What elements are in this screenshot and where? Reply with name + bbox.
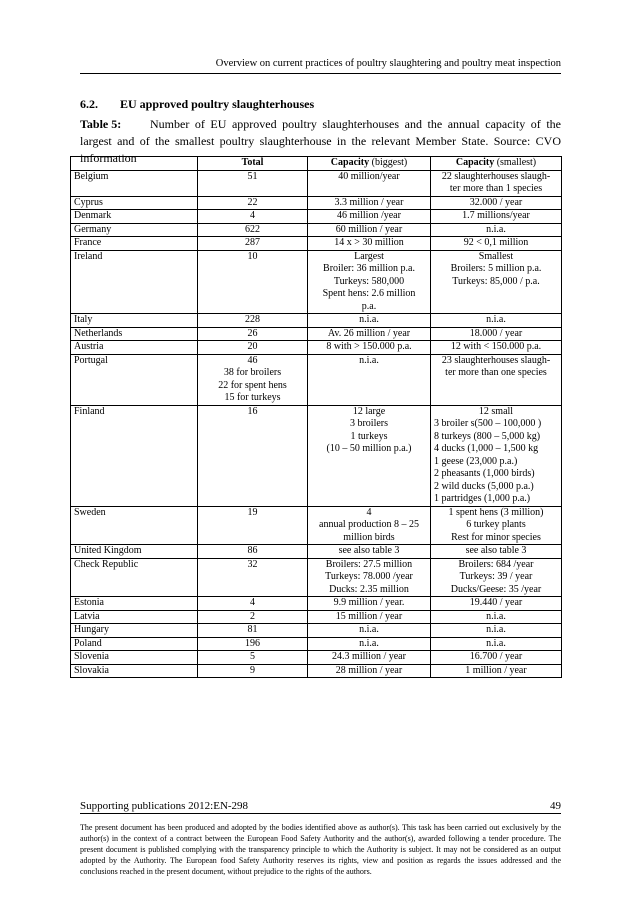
cell-total xyxy=(198,624,308,638)
cell-line: n.i.a. xyxy=(359,354,379,366)
caption-text: Number of EU approved poultry slaughterhouses and the annual capacity of the largest and of the smallest poultry slaughterhouse in the relevant Member State. Source: CVO information xyxy=(80,117,561,165)
cell-line: 287 xyxy=(245,237,260,248)
header-capacity-smallest: Capacity (smallest) xyxy=(431,157,562,171)
cell-total xyxy=(198,597,308,611)
cell-line: 18.000 / year xyxy=(469,327,523,339)
cell-country: Belgium xyxy=(71,170,198,196)
cell-line: 2 wild ducks (5,000 p.a.) xyxy=(434,480,534,492)
cell-line: 22 xyxy=(247,196,258,208)
cell-biggest xyxy=(308,664,431,678)
cell-smallest xyxy=(431,651,562,665)
cell-total xyxy=(198,196,308,210)
page-footer xyxy=(80,800,561,812)
cell-line: 28 million / year xyxy=(335,664,403,676)
cell-country: Italy xyxy=(71,314,198,328)
cell-total xyxy=(198,545,308,559)
slaughterhouse-table xyxy=(70,156,562,678)
table-row xyxy=(71,223,562,237)
table-row xyxy=(71,624,562,638)
cell-line: 16 xyxy=(247,405,258,417)
cell-biggest xyxy=(308,354,431,405)
cell-smallest xyxy=(431,250,562,314)
cell-line: 10 xyxy=(247,250,258,262)
cell-country: Germany xyxy=(71,223,198,237)
cell-line: 12 with < 150.000 p.a. xyxy=(450,341,542,352)
cell-smallest xyxy=(431,597,562,611)
cell-country: Poland xyxy=(71,637,198,651)
cell-total xyxy=(198,223,308,237)
cell-smallest xyxy=(431,405,562,506)
cell-total xyxy=(198,327,308,341)
cell-biggest xyxy=(308,610,431,624)
cell-line: million birds xyxy=(343,531,395,543)
cell-line: 4 xyxy=(366,506,372,518)
cell-country: Cyprus xyxy=(71,196,198,210)
table-row xyxy=(71,405,562,506)
cell-line: 12 small xyxy=(478,405,514,417)
table-row xyxy=(71,341,562,355)
cell-total xyxy=(198,354,308,405)
cell-country: Slovakia xyxy=(71,664,198,678)
cell-line: 32 xyxy=(247,558,258,570)
table-row xyxy=(71,170,562,196)
cell-biggest xyxy=(308,545,431,559)
cell-line: 8 with > 150.000 p.a. xyxy=(326,341,412,352)
table-row xyxy=(71,210,562,224)
cell-line: 26 xyxy=(247,327,258,339)
cell-smallest xyxy=(431,558,562,597)
cell-line: 22 slaughterhouses slaugh- xyxy=(441,170,551,182)
disclaimer: The present document has been produced and adopted by the bodies identified above as author(s). This task has been carried out exclusively by the author(s) in the context of a contract between the European Food Safety Authority and the author(s), awarded following a tender procedure. The present document is published complying with the transparency principle to which the Authority is subject. It may not be considered as an output adopted by the Authority. The European food Safety Authority reserves its rights, view and position as regards the issues addressed and the conclusions reached in the present document, without prejudice to the rights of the authors. xyxy=(80,823,561,876)
cell-line: Turkeys: 85,000 / p.a. xyxy=(452,275,540,287)
cell-biggest xyxy=(308,170,431,196)
cell-biggest xyxy=(308,558,431,597)
cell-smallest xyxy=(431,196,562,210)
header-country xyxy=(71,157,198,171)
cell-line: 4 xyxy=(250,597,255,608)
cell-line: 19 xyxy=(247,506,258,518)
cell-country: Latvia xyxy=(71,610,198,624)
cell-line: 1 geese (23,000 p.a.) xyxy=(434,455,518,467)
cell-line: n.i.a. xyxy=(486,637,506,649)
table-row xyxy=(71,651,562,665)
cell-smallest xyxy=(431,314,562,328)
cell-line: 622 xyxy=(245,223,260,235)
cell-smallest xyxy=(431,170,562,196)
cell-biggest xyxy=(308,314,431,328)
cell-smallest xyxy=(431,223,562,237)
cell-total xyxy=(198,558,308,597)
cell-biggest xyxy=(308,327,431,341)
cell-country: Check Republic xyxy=(71,558,198,597)
cell-country: United Kingdom xyxy=(71,545,198,559)
table-row xyxy=(71,314,562,328)
cell-total xyxy=(198,405,308,506)
cell-smallest xyxy=(431,237,562,251)
cell-line: 3 broiler s(500 – 100,000 ) xyxy=(434,418,542,429)
cell-biggest xyxy=(308,210,431,224)
cell-total xyxy=(198,664,308,678)
cell-smallest xyxy=(431,624,562,638)
header-capacity-biggest: Capacity (biggest) xyxy=(308,157,431,171)
cell-biggest xyxy=(308,405,431,506)
cell-total xyxy=(198,210,308,224)
table-row xyxy=(71,237,562,251)
cell-line: ter more than 1 species xyxy=(449,183,543,194)
footer-publication: Supporting publications 2012:EN-298 xyxy=(80,800,249,812)
cell-line: 23 slaughterhouses slaugh- xyxy=(441,354,551,366)
cell-biggest xyxy=(308,196,431,210)
table-row xyxy=(71,196,562,210)
cell-line: 5 xyxy=(250,651,255,662)
cell-line: 20 xyxy=(247,341,258,352)
cell-total xyxy=(198,314,308,328)
cell-total xyxy=(198,610,308,624)
cell-total xyxy=(198,170,308,196)
cell-smallest xyxy=(431,210,562,224)
cell-line: n.i.a. xyxy=(359,637,379,649)
cell-smallest xyxy=(431,545,562,559)
cell-line: 2 pheasants (1,000 birds) xyxy=(434,468,535,479)
cell-line: 46 million /year xyxy=(337,210,401,221)
cell-line: Broilers: 27.5 million xyxy=(325,558,413,570)
cell-country: Estonia xyxy=(71,597,198,611)
table-header-row xyxy=(71,157,562,171)
cell-line: n.i.a. xyxy=(486,223,506,235)
running-header: Overview on current practices of poultry slaughtering and poultry meat inspection xyxy=(215,58,561,69)
table-row xyxy=(71,597,562,611)
cell-country: Portugal xyxy=(71,354,198,405)
cell-line: 1 spent hens (3 million) xyxy=(448,506,544,518)
section-title: EU approved poultry slaughterhouses xyxy=(120,97,315,111)
cell-line: Ducks/Geese: 35 /year xyxy=(450,583,542,595)
cell-line: 51 xyxy=(247,170,258,182)
cell-country: Hungary xyxy=(71,624,198,638)
cell-line: 1 turkeys xyxy=(350,430,388,442)
table-row xyxy=(71,354,562,405)
cell-line: 24.3 million / year xyxy=(332,651,406,662)
table-row xyxy=(71,637,562,651)
cell-line: 38 for broilers xyxy=(223,367,282,378)
cell-line: 8 turkeys (800 – 5,000 kg) xyxy=(434,430,541,442)
cell-line: 3.3 million / year xyxy=(334,196,404,208)
cell-line: ter more than one species xyxy=(445,367,547,378)
cell-total xyxy=(198,250,308,314)
cell-line: Broiler: 36 million p.a. xyxy=(323,263,415,274)
header-rule xyxy=(80,73,561,74)
section-number: 6.2. xyxy=(80,97,98,111)
cell-line: 86 xyxy=(247,545,258,556)
cell-line: 228 xyxy=(245,314,260,325)
cell-line: Turkeys: 39 / year xyxy=(459,571,533,582)
cell-line: see also table 3 xyxy=(465,545,527,556)
cell-line: 9 xyxy=(250,664,255,676)
cell-line: 12 large xyxy=(352,405,386,417)
cell-biggest xyxy=(308,250,431,314)
cell-line: Ducks: 2.35 million xyxy=(329,583,409,595)
cell-biggest xyxy=(308,651,431,665)
cell-line: 6 turkey plants xyxy=(466,519,526,530)
cell-line: annual production 8 – 25 xyxy=(319,519,419,530)
table-row xyxy=(71,610,562,624)
cell-line: Spent hens: 2.6 million xyxy=(322,288,416,299)
cell-line: 4 xyxy=(250,210,255,221)
cell-smallest xyxy=(431,610,562,624)
caption-label: Table 5: xyxy=(80,117,122,131)
cell-country: Slovenia xyxy=(71,651,198,665)
cell-country: France xyxy=(71,237,198,251)
cell-line: 1 partridges (1,000 p.a.) xyxy=(434,493,531,504)
cell-biggest xyxy=(308,341,431,355)
cell-line: (10 – 50 million p.a.) xyxy=(326,443,412,454)
cell-line: Av. 26 million / year xyxy=(327,327,411,339)
cell-smallest xyxy=(431,354,562,405)
cell-line: 2 xyxy=(250,610,255,622)
cell-line: 22 for spent hens xyxy=(218,379,287,391)
cell-line: Broilers: 5 million p.a. xyxy=(450,263,542,274)
cell-line: 32.000 / year xyxy=(469,196,523,208)
cell-total xyxy=(198,341,308,355)
cell-line: 40 million/year xyxy=(338,170,400,182)
cell-smallest xyxy=(431,664,562,678)
cell-line: 19.440 / year xyxy=(469,597,523,608)
page-number: 49 xyxy=(550,800,561,812)
cell-line: 196 xyxy=(245,637,260,649)
cell-biggest xyxy=(308,506,431,545)
cell-line: n.i.a. xyxy=(486,314,506,325)
cell-line: n.i.a. xyxy=(486,624,506,635)
footer-rule xyxy=(80,813,561,814)
cell-smallest xyxy=(431,637,562,651)
cell-line: Rest for minor species xyxy=(451,531,541,543)
cell-line: 16.700 / year xyxy=(469,651,523,662)
cell-line: p.a. xyxy=(361,300,377,312)
table-row xyxy=(71,250,562,314)
section-heading xyxy=(80,97,314,112)
cell-biggest xyxy=(308,637,431,651)
cell-line: n.i.a. xyxy=(359,314,379,325)
cell-line: 9.9 million / year. xyxy=(333,597,405,608)
cell-line: Largest xyxy=(354,250,384,262)
cell-smallest xyxy=(431,506,562,545)
cell-line: Turkeys: 580,000 xyxy=(333,275,405,287)
cell-line: 15 million / year xyxy=(335,610,403,622)
cell-biggest xyxy=(308,237,431,251)
cell-biggest xyxy=(308,223,431,237)
cell-line: 4 ducks (1,000 – 1,500 kg xyxy=(434,443,539,454)
table-row xyxy=(71,545,562,559)
cell-line: see also table 3 xyxy=(338,545,400,556)
cell-line: 1.7 millions/year xyxy=(462,210,530,221)
cell-line: 15 for turkeys xyxy=(224,392,281,403)
cell-line: 46 xyxy=(247,354,258,366)
cell-line: 1 million / year xyxy=(465,664,527,676)
cell-biggest xyxy=(308,624,431,638)
cell-biggest xyxy=(308,597,431,611)
cell-total xyxy=(198,651,308,665)
cell-total xyxy=(198,237,308,251)
cell-country: Sweden xyxy=(71,506,198,545)
table-row xyxy=(71,327,562,341)
cell-total xyxy=(198,506,308,545)
cell-line: 92 < 0,1 million xyxy=(463,237,529,248)
cell-line: Smallest xyxy=(478,250,514,262)
cell-line: n.i.a. xyxy=(486,610,506,622)
cell-line: 3 broilers xyxy=(349,418,389,429)
cell-total xyxy=(198,637,308,651)
cell-smallest xyxy=(431,341,562,355)
cell-line: Broilers: 684 /year xyxy=(458,558,534,570)
cell-country: Netherlands xyxy=(71,327,198,341)
cell-country: Austria xyxy=(71,341,198,355)
cell-line: Turkeys: 78.000 /year xyxy=(325,571,413,582)
cell-country: Ireland xyxy=(71,250,198,314)
cell-line: 81 xyxy=(247,624,258,635)
cell-country: Finland xyxy=(71,405,198,506)
table-row xyxy=(71,558,562,597)
cell-smallest xyxy=(431,327,562,341)
table-row xyxy=(71,506,562,545)
table-row xyxy=(71,664,562,678)
header-total: Total xyxy=(198,157,308,171)
cell-line: n.i.a. xyxy=(359,624,379,635)
cell-country: Denmark xyxy=(71,210,198,224)
cell-line: 60 million / year xyxy=(335,223,403,235)
cell-line: 14 x > 30 million xyxy=(334,237,404,248)
